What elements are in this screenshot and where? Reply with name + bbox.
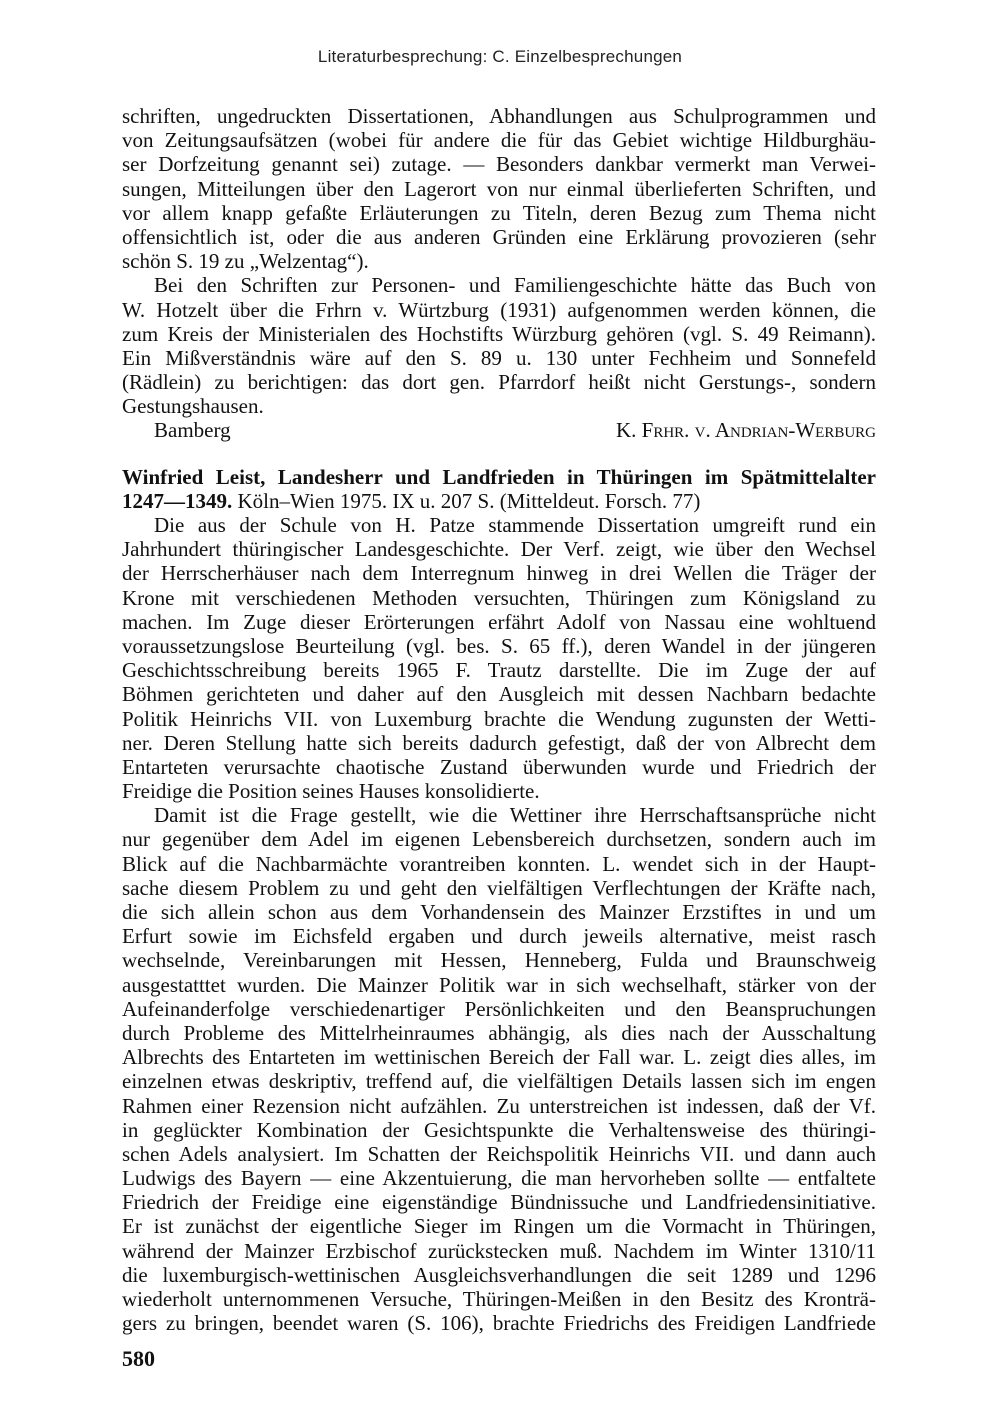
- text-line: wiederholt unternommenen Versuche, Thüringen-Meißen in den Besitz des Kronträ-: [122, 1287, 876, 1311]
- review-place: Bamberg: [154, 418, 231, 443]
- text-line: Gestungshausen.: [122, 394, 264, 419]
- text-line: machen. Im Zuge dieser Erörterungen erfährt Adolf von Nassau eine wohltuend: [122, 609, 876, 634]
- text-line: Ludwigs des Bayern — eine Akzentuierung, die man hervorheben sollte — entfaltete: [122, 1166, 876, 1191]
- text-line: Geschichtsschreibung bereits 1965 F. Trautz darstellte. Die im Zuge der auf: [122, 658, 876, 683]
- running-head: Literaturbesprechung: C. Einzelbesprechungen: [317, 47, 683, 66]
- review-title-years: 1247—1349.: [122, 488, 233, 513]
- text-line: Jahrhundert thüringischer Landesgeschichte. Der Verf. zeigt, wie über den Wechsel: [122, 537, 876, 562]
- body-text: [122, 104, 876, 1335]
- text-line: voraussetzungslose Beurteilung (vgl. bes. S. 65 ff.), deren Wandel in der jüngeren: [122, 633, 876, 658]
- text-line: einzelnen etwas deskriptiv, treffend auf, die vielfältigen Details lassen sich im engen: [122, 1069, 876, 1094]
- text-line: Böhmen gerichteten und daher auf den Ausgleich mit dessen Nachbarn bedachte: [122, 682, 876, 707]
- text-line: Blick auf die Nachbarmächte vorantreiben konnten. L. wendet sich in der Haupt-: [122, 851, 876, 876]
- text-line: Freidige die Position seines Hauses konsolidierte.: [122, 779, 540, 804]
- text-line: in geglückter Kombination der Gesichtspunkte die Verhaltensweise des thüringi-: [122, 1117, 876, 1142]
- text-line: Friedrich der Freidige eine eigenständige Bündnissuche und Landfriedensinitiative.: [122, 1190, 876, 1215]
- text-line: schriften, ungedruckten Dissertationen, Abhandlungen aus Schulprogrammen und: [122, 104, 876, 128]
- section-gap: [122, 443, 876, 465]
- text-line: während der Mainzer Erzbischof zurückstecken muß. Nachdem im Winter 1310/11: [122, 1238, 876, 1263]
- review-title-text: Winfried Leist, Landesherr und Landfrieden in Thüringen im Spätmittelalter: [122, 464, 876, 489]
- text-line: wechselnde, Vereinbarungen mit Hessen, Henneberg, Fulda und Braunschweig: [122, 948, 876, 973]
- text-line: Albrechts des Entarteten im wettinischen Bereich der Fall war. L. zeigt dies alles, im: [122, 1045, 876, 1070]
- text-line: Politik Heinrichs VII. von Luxemburg brachte die Wendung zugunsten der Wetti-: [122, 706, 876, 731]
- text-line: Bei den Schriften zur Personen- und Familiengeschichte hätte das Buch von: [154, 273, 876, 298]
- text-line: sungen, Mitteilungen über den Lagerort von nur einmal überlieferten Schriften, und: [122, 176, 876, 201]
- text-line: Ein Mißverständnis wäre auf den S. 89 u. 130 unter Fechheim und Sonnefeld: [122, 345, 876, 370]
- text-line: ner. Deren Stellung hatte sich bereits dadurch gefestigt, daß der von Albrecht dem: [122, 730, 876, 755]
- text-line: ausgestatttet wurden. Die Mainzer Politik war in sich wechselhaft, stärker von der: [122, 972, 876, 997]
- text-line: zum Kreis der Ministerialen des Hochstifts Würzburg gehören (vgl. S. 49 Reimann).: [122, 321, 876, 346]
- review-2: [122, 465, 876, 1336]
- text-line: von Zeitungsaufsätzen (wobei für andere die für das Gebiet wichtige Hildburghäu-: [122, 128, 876, 153]
- page-number: 580: [122, 1346, 155, 1371]
- review-bibliographic-info: Köln–Wien 1975. IX u. 207 S. (Mitteldeut. Forsch. 77): [232, 488, 701, 513]
- text-line: Aufeinanderfolge verschiedenartiger Persönlichkeiten und den Beanspruchungen: [122, 996, 876, 1021]
- text-line: offensichtlich ist, oder die aus anderen Gründen eine Erklärung provozieren (sehr: [122, 224, 876, 249]
- text-line: schön S. 19 zu „Welzentag“).: [122, 249, 369, 274]
- reviewer-name: K. Frhr. v. Andrian-Werburg: [615, 418, 876, 443]
- review-title: [122, 465, 876, 489]
- text-line: schen Adels analysiert. Im Schatten der Reichspolitik Heinrichs VII. und dann auch: [122, 1141, 876, 1166]
- text-line: ser Dorfzeitung genannt sei) zutage. — Besonders dankbar vermerkt man Verwei-: [122, 152, 876, 177]
- text-line: Damit ist die Frage gestellt, wie die Wettiner ihre Herrschaftsansprüche nicht: [154, 803, 876, 828]
- review-signature: [122, 418, 876, 442]
- text-line: W. Hotzelt über die Frhrn v. Würtzburg (1931) aufgenommen werden können, die: [122, 297, 876, 322]
- text-line: Krone mit verschiedenen Methoden versuchten, Thüringen zum Königsland zu: [122, 585, 876, 610]
- review-title-line-2: [122, 489, 876, 513]
- text-line: Rahmen einer Rezension nicht aufzählen. Zu unterstreichen ist indessen, daß der Vf.: [122, 1093, 876, 1118]
- text-line: sache diesem Problem zu und geht den vielfältigen Verflechtungen der Kräfte nach,: [122, 875, 876, 900]
- text-line: Die aus der Schule von H. Patze stammende Dissertation umgreift rund ein: [154, 513, 876, 537]
- text-line: die luxemburgisch-wettinischen Ausgleichsverhandlungen die seit 1289 und 1296: [122, 1262, 876, 1287]
- text-line: vor allem knapp gefaßte Erläuterungen zu Titeln, deren Bezug zum Thema nicht: [122, 200, 876, 225]
- text-line: nur gegenüber dem Adel im eigenen Lebensbereich durchsetzen, sondern auch im: [122, 827, 876, 852]
- text-line: Er ist zunächst der eigentliche Sieger im Ringen um die Vormacht in Thüringen,: [122, 1214, 876, 1239]
- text-line: durch Probleme des Mittelrheinraumes abhängig, als dies nach der Ausschaltung: [122, 1020, 876, 1045]
- text-line: Entarteten verursachte chaotische Zustand überwunden wurde und Friedrich der: [122, 754, 876, 779]
- text-line: die sich allein schon aus dem Vorhandensein des Mainzer Erzstiftes in und um: [122, 900, 876, 924]
- text-line: gers zu bringen, beendet waren (S. 106), brachte Friedrichs des Freidigen Landfriede: [122, 1311, 876, 1336]
- review-1: [122, 104, 876, 443]
- text-line: der Herrscherhäuser nach dem Interregnum hinweg in drei Wellen die Träger der: [122, 561, 876, 586]
- text-line: Erfurt sowie im Eichsfeld ergaben und durch jeweils alternative, meist rasch: [122, 924, 876, 949]
- text-line: (Rädlein) zu berichtigen: das dort gen. Pfarrdorf heißt nicht Gerstungs-, sondern: [122, 370, 876, 395]
